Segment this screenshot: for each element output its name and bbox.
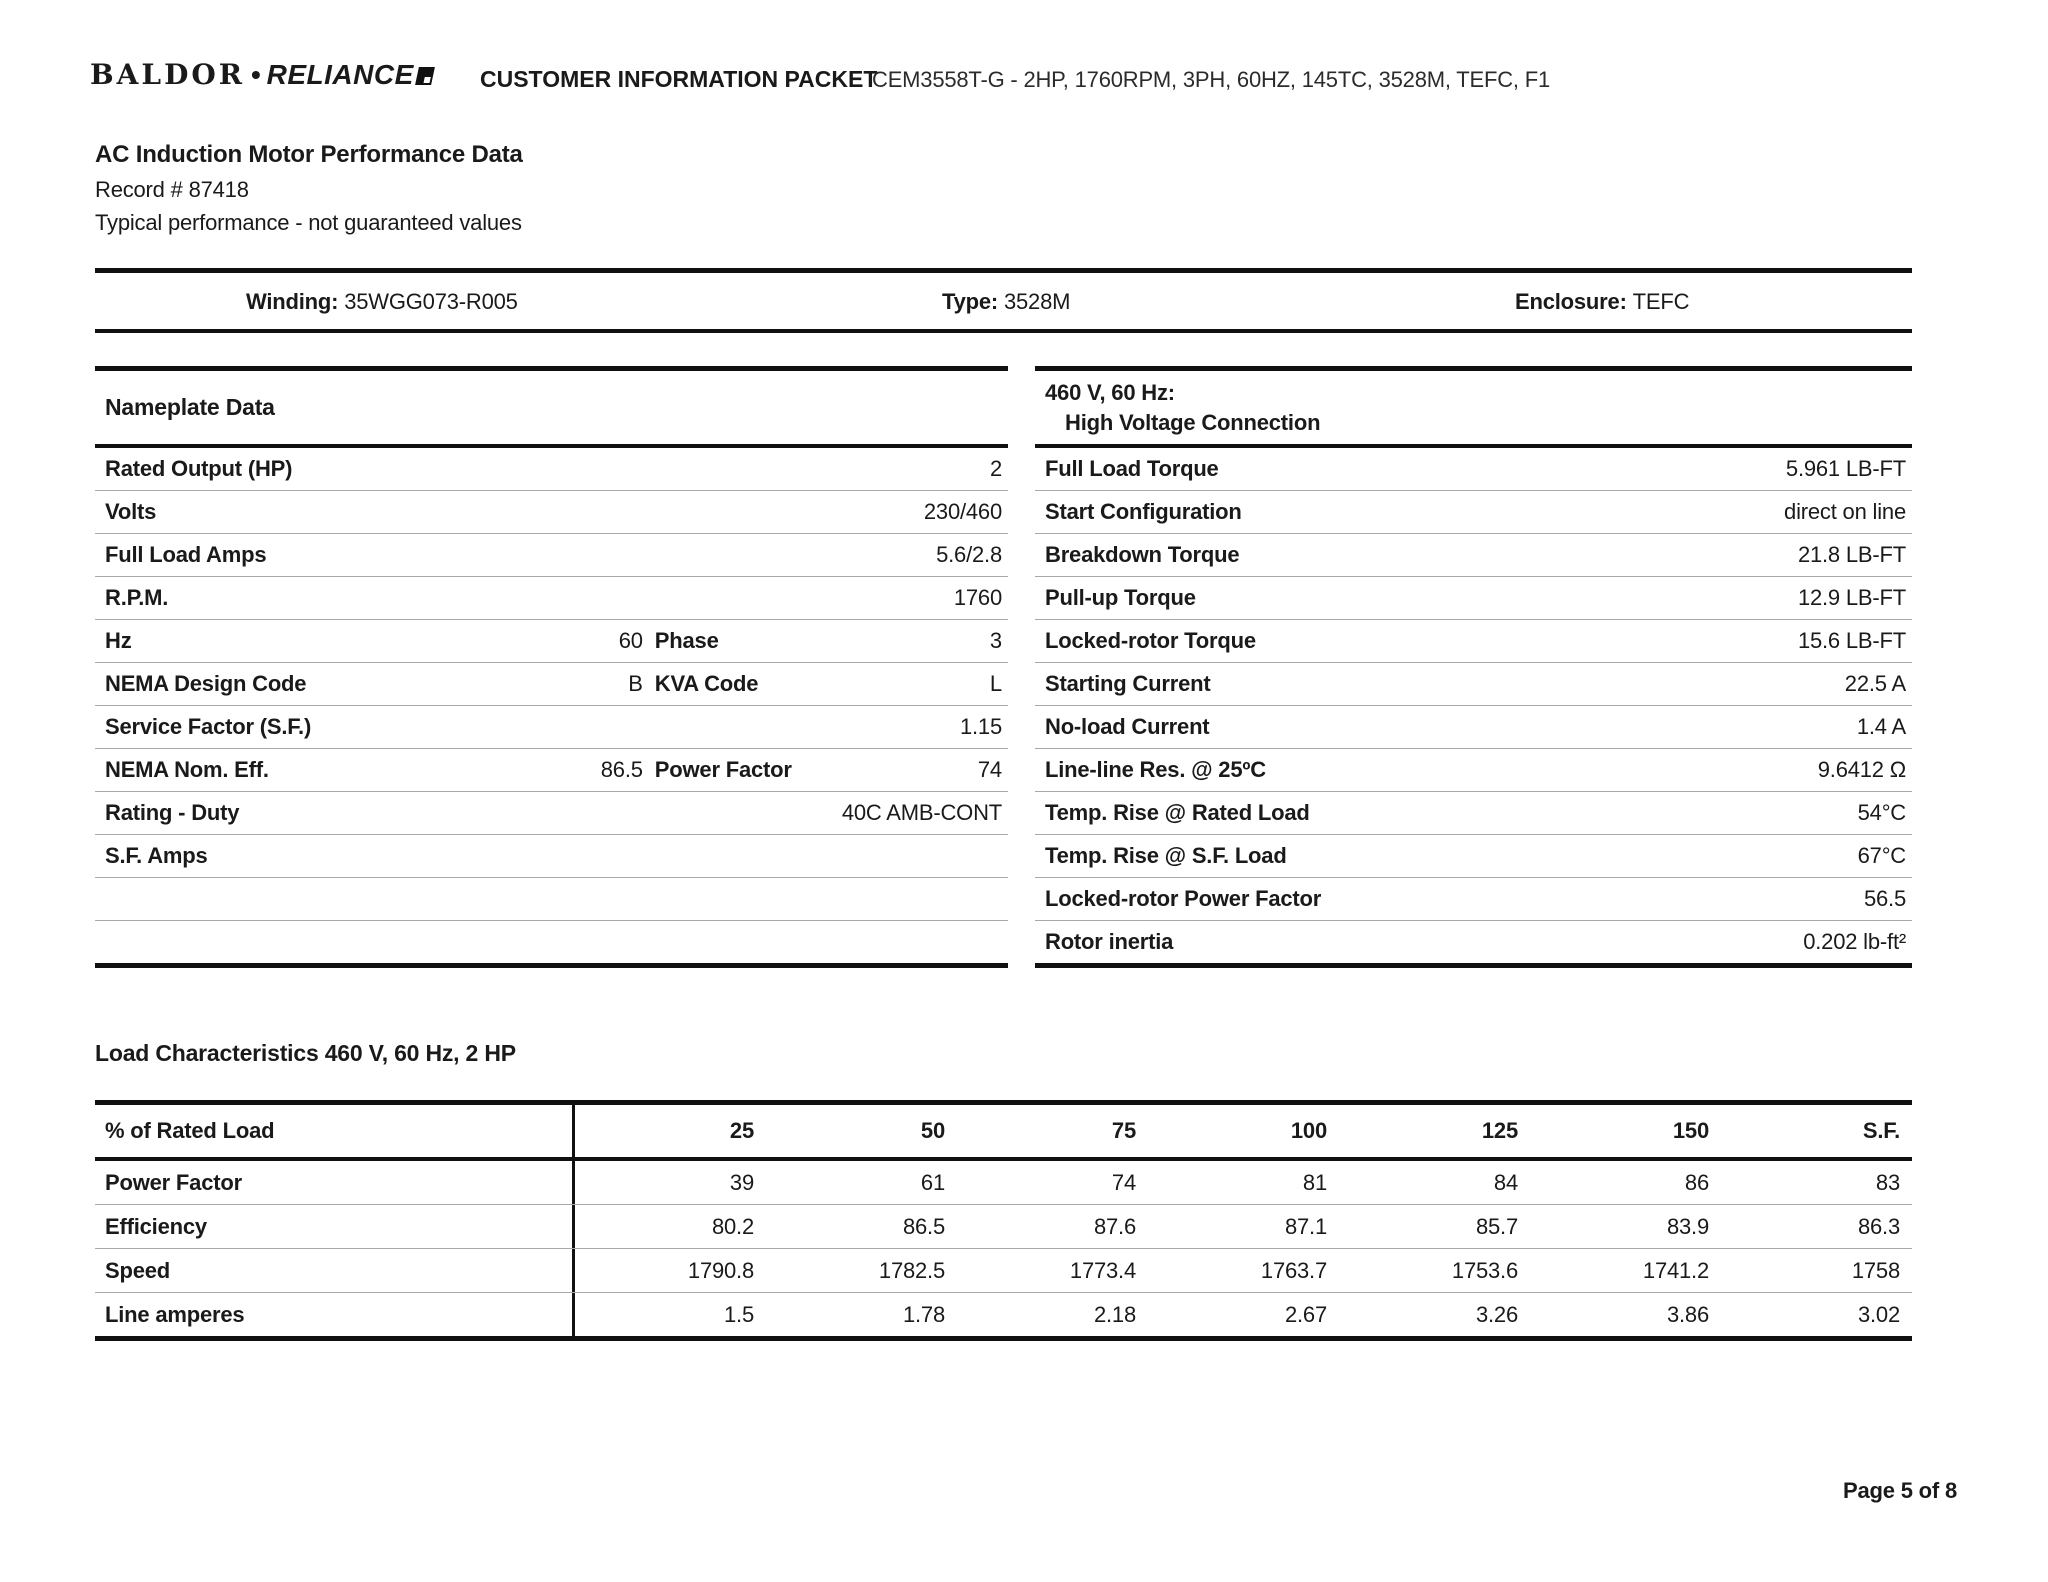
column-header: 50 xyxy=(920,1118,945,1143)
table-row xyxy=(1035,663,1912,706)
logo-baldor-text: BALDOR xyxy=(90,58,246,91)
row-value: 9.6412 Ω xyxy=(1817,757,1906,782)
table-row xyxy=(95,749,1008,792)
load-characteristics-title: Load Characteristics 460 V, 60 Hz, 2 HP xyxy=(95,1040,516,1066)
high-voltage-table-header xyxy=(1035,366,1912,448)
row-label: Hz xyxy=(105,628,132,653)
type-label: Type: xyxy=(942,289,999,314)
record-number: Record # 87418 xyxy=(95,177,249,202)
table-row xyxy=(95,577,1008,620)
table-row xyxy=(1035,491,1912,534)
table-row xyxy=(1035,878,1912,921)
row-mid-value: 86.5 xyxy=(600,757,643,782)
table-row xyxy=(1035,921,1912,968)
cell-value: 85.7 xyxy=(1475,1213,1518,1239)
row-mid-label: Power Factor xyxy=(654,757,792,782)
row-label: Temp. Rise @ Rated Load xyxy=(1045,800,1310,825)
cell-value: 2.18 xyxy=(1093,1301,1136,1327)
row-label: Rating - Duty xyxy=(105,800,240,825)
row-value: 67°C xyxy=(1857,843,1906,868)
row-value: 56.5 xyxy=(1863,886,1906,911)
table-row xyxy=(95,706,1008,749)
hv-header-line2: High Voltage Connection xyxy=(1065,409,1321,435)
row-label: NEMA Design Code xyxy=(105,671,307,696)
hv-header-line1: 460 V, 60 Hz: xyxy=(1045,379,1175,405)
logo-reliance-text: RELIANCE xyxy=(266,59,414,90)
cell-value: 1741.2 xyxy=(1642,1257,1709,1283)
disclaimer-note: Typical performance - not guaranteed values xyxy=(95,210,522,235)
cell-value: 61 xyxy=(920,1169,945,1195)
row-label: Efficiency xyxy=(95,1205,575,1248)
row-label: Service Factor (S.F.) xyxy=(105,714,312,739)
row-label: Volts xyxy=(105,499,157,524)
table-row xyxy=(95,491,1008,534)
cell-value: 81 xyxy=(1302,1169,1327,1195)
row-value: 0.202 lb-ft² xyxy=(1803,929,1906,954)
row-label: Power Factor xyxy=(95,1161,575,1204)
cell-value: 1753.6 xyxy=(1451,1257,1518,1283)
row-label: Pull-up Torque xyxy=(1045,585,1196,610)
packet-title: CUSTOMER INFORMATION PACKET xyxy=(480,66,878,92)
model-description: CEM3558T-G - 2HP, 1760RPM, 3PH, 60HZ, 145TC, 3528M, TEFC, F1 xyxy=(872,67,1551,92)
high-voltage-table xyxy=(1035,366,1912,968)
table-row xyxy=(1035,577,1912,620)
row-mid-value: 60 xyxy=(618,628,643,653)
winding-field xyxy=(246,289,518,315)
table-row xyxy=(1035,448,1912,491)
row-value: L xyxy=(989,671,1002,696)
row-value: 2 xyxy=(989,456,1002,481)
row-value: 74 xyxy=(977,757,1002,782)
cell-value: 83 xyxy=(1875,1169,1900,1195)
row-value: 1.4 A xyxy=(1856,714,1906,739)
row-value: 5.6/2.8 xyxy=(936,542,1002,567)
enclosure-label: Enclosure: xyxy=(1515,289,1627,314)
row-label: S.F. Amps xyxy=(105,843,208,868)
cell-value: 1758 xyxy=(1851,1257,1900,1283)
row-label: Starting Current xyxy=(1045,671,1211,696)
page-number: Page 5 of 8 xyxy=(1843,1478,1957,1503)
row-value: 3 xyxy=(989,628,1002,653)
cell-value: 87.6 xyxy=(1093,1213,1136,1239)
row-mid-value: B xyxy=(628,671,643,696)
cell-value: 1763.7 xyxy=(1260,1257,1327,1283)
row-mid-label: Phase xyxy=(654,628,719,653)
row-value: 21.8 LB-FT xyxy=(1797,542,1906,567)
cell-value: 2.67 xyxy=(1284,1301,1327,1327)
logo-dot: • xyxy=(251,59,261,90)
cell-value: 39 xyxy=(729,1169,754,1195)
cell-value: 3.26 xyxy=(1475,1301,1518,1327)
type-value: 3528M xyxy=(1003,289,1071,314)
divider xyxy=(95,268,1912,273)
row-label: Breakdown Torque xyxy=(1045,542,1240,567)
row-label: No-load Current xyxy=(1045,714,1210,739)
cell-value: 1.78 xyxy=(902,1301,945,1327)
column-header: 100 xyxy=(1290,1118,1327,1143)
table-row xyxy=(95,878,1008,921)
cell-value: 3.02 xyxy=(1857,1301,1900,1327)
winding-label: Winding: xyxy=(246,289,339,314)
column-header: S.F. xyxy=(1862,1118,1900,1143)
cell-value: 84 xyxy=(1493,1169,1518,1195)
row-label: Rated Output (HP) xyxy=(105,456,293,481)
logo-mark-icon xyxy=(415,67,435,85)
row-label: Rotor inertia xyxy=(1045,929,1174,954)
winding-value: 35WGG073-R005 xyxy=(344,289,518,314)
table-row xyxy=(95,792,1008,835)
load-characteristics-table xyxy=(95,1100,1912,1341)
table-row xyxy=(95,1161,1912,1205)
divider xyxy=(95,329,1912,333)
cell-value: 1790.8 xyxy=(687,1257,754,1283)
row-label: NEMA Nom. Eff. xyxy=(105,757,269,782)
table-row xyxy=(1035,835,1912,878)
row-value: 230/460 xyxy=(923,499,1002,524)
cell-value: 86 xyxy=(1684,1169,1709,1195)
cell-value: 3.86 xyxy=(1666,1301,1709,1327)
row-value: 1.15 xyxy=(959,714,1002,739)
page-title: AC Induction Motor Performance Data xyxy=(95,141,523,168)
cell-value: 83.9 xyxy=(1666,1213,1709,1239)
table-row xyxy=(95,1205,1912,1249)
row-mid-label: KVA Code xyxy=(654,671,759,696)
cell-value: 1.5 xyxy=(724,1301,754,1327)
cell-value: 1782.5 xyxy=(878,1257,945,1283)
enclosure-value: TEFC xyxy=(1632,289,1690,314)
table-row xyxy=(95,1249,1912,1293)
row-label: Locked-rotor Power Factor xyxy=(1045,886,1322,911)
row-value: 15.6 LB-FT xyxy=(1797,628,1906,653)
table-row xyxy=(95,534,1008,577)
cell-value: 74 xyxy=(1111,1169,1136,1195)
cell-value: 86.3 xyxy=(1857,1213,1900,1239)
column-header: 25 xyxy=(729,1118,754,1143)
row-value: direct on line xyxy=(1784,499,1906,524)
table-row xyxy=(95,663,1008,706)
row-label: Full Load Torque xyxy=(1045,456,1219,481)
nameplate-table xyxy=(95,366,1008,968)
row-value: 40C AMB-CONT xyxy=(841,800,1002,825)
baldor-reliance-logo xyxy=(90,58,433,91)
type-field xyxy=(942,289,1070,315)
table-row xyxy=(95,921,1008,968)
row-value: 54°C xyxy=(1857,800,1906,825)
table-row xyxy=(1035,620,1912,663)
cell-value: 87.1 xyxy=(1284,1213,1327,1239)
column-header: % of Rated Load xyxy=(95,1105,575,1157)
row-label: Full Load Amps xyxy=(105,542,267,567)
column-header: 125 xyxy=(1481,1118,1518,1143)
table-row xyxy=(95,448,1008,491)
row-value: 12.9 LB-FT xyxy=(1797,585,1906,610)
table-row xyxy=(1035,706,1912,749)
table-row xyxy=(1035,534,1912,577)
row-value: 1760 xyxy=(953,585,1002,610)
cell-value: 80.2 xyxy=(711,1213,754,1239)
row-value: 5.961 LB-FT xyxy=(1785,456,1906,481)
enclosure-field xyxy=(1515,289,1689,315)
row-label: Line amperes xyxy=(95,1293,575,1336)
column-header: 150 xyxy=(1672,1118,1709,1143)
table-row xyxy=(95,1293,1912,1341)
row-label: Locked-rotor Torque xyxy=(1045,628,1256,653)
row-label: Temp. Rise @ S.F. Load xyxy=(1045,843,1287,868)
nameplate-table-header: Nameplate Data xyxy=(95,366,1008,448)
column-header: 75 xyxy=(1111,1118,1136,1143)
row-label: Start Configuration xyxy=(1045,499,1242,524)
cell-value: 86.5 xyxy=(902,1213,945,1239)
row-value: 22.5 A xyxy=(1844,671,1906,696)
row-label: Speed xyxy=(95,1249,575,1292)
table-row xyxy=(1035,749,1912,792)
table-row xyxy=(1035,792,1912,835)
table-row xyxy=(95,620,1008,663)
row-label: Line-line Res. @ 25ºC xyxy=(1045,757,1266,782)
load-table-header-row xyxy=(95,1105,1912,1161)
row-label: R.P.M. xyxy=(105,585,169,610)
table-row xyxy=(95,835,1008,878)
cell-value: 1773.4 xyxy=(1069,1257,1136,1283)
